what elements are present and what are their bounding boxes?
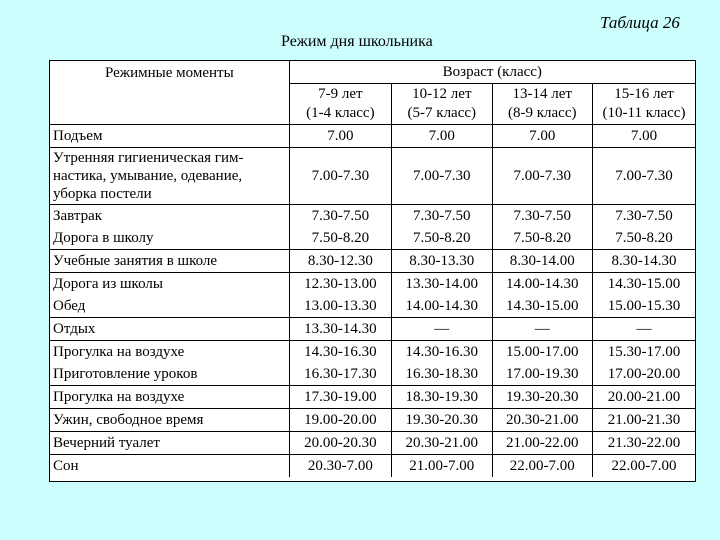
- time-cell: 19.30-20.30: [492, 386, 592, 409]
- time-cell: 19.00-20.00: [289, 409, 391, 432]
- time-cell: 8.30-12.30: [289, 250, 391, 273]
- time-cell: 12.30-13.00: [289, 273, 391, 296]
- time-cell: 7.50-8.20: [289, 227, 391, 250]
- table-row: [50, 125, 695, 148]
- time-cell: 17.00-19.30: [492, 363, 592, 386]
- regime-label: Завтрак: [50, 205, 289, 228]
- regime-label: Сон: [50, 455, 289, 478]
- page-title: Режим дня школьника: [281, 33, 433, 50]
- schedule-sheet: [49, 60, 696, 482]
- time-cell: 7.30-7.50: [492, 205, 592, 228]
- time-cell: 8.30-13.30: [392, 250, 492, 273]
- time-cell: 16.30-17.30: [289, 363, 391, 386]
- table-row: [50, 409, 695, 432]
- age-header-1: [289, 84, 391, 125]
- time-cell: 22.00-7.00: [611, 458, 677, 474]
- time-cell: 14.00-14.30: [392, 295, 492, 318]
- time-cell: 16.30-18.30: [392, 363, 492, 386]
- time-cell: 20.30-21.00: [392, 432, 492, 455]
- table-row: [50, 363, 695, 386]
- time-cell: 7.50-8.20: [592, 227, 695, 250]
- time-cell: 21.00-7.00: [392, 455, 492, 478]
- age-grade: (5-7 класс): [407, 105, 477, 121]
- time-cell: 21.00-22.00: [492, 432, 592, 455]
- time-cell: 7.00-7.30: [392, 148, 492, 205]
- time-cell: 14.00-14.30: [492, 273, 592, 296]
- time-cell: 7.00-7.30: [592, 148, 695, 205]
- time-cell: 20.00-21.00: [592, 386, 695, 409]
- table-row: [50, 273, 695, 296]
- regime-label: Отдых: [50, 318, 289, 341]
- age-header-3: [492, 84, 592, 125]
- time-cell: 18.30-19.30: [392, 386, 492, 409]
- age-years: 13-14 лет: [512, 86, 572, 102]
- regime-label: Обед: [50, 295, 289, 318]
- age-header-4: [592, 84, 695, 125]
- age-years: 7-9 лет: [318, 86, 363, 102]
- regime-label: Вечерний туалет: [50, 432, 289, 455]
- age-grade: (10-11 класс): [602, 105, 686, 121]
- time-cell: 7.00: [289, 125, 391, 148]
- regime-label: Ужин, свободное время: [50, 409, 289, 432]
- age-header-2: [392, 84, 492, 125]
- regime-label: Дорога в школу: [50, 227, 289, 250]
- age-grade: (1-4 класс): [306, 105, 375, 121]
- time-cell: 13.30-14.00: [392, 273, 492, 296]
- table-row: [50, 250, 695, 273]
- time-cell: 13.00-13.30: [289, 295, 391, 318]
- regime-label: Приготовление уроков: [50, 363, 289, 386]
- time-cell: 7.30-7.50: [392, 205, 492, 228]
- time-cell: —: [392, 318, 492, 341]
- schedule-table: [50, 61, 695, 477]
- time-cell: 14.30-15.00: [607, 276, 681, 292]
- table-row: [50, 455, 695, 478]
- time-cell: 8.30-14.30: [592, 250, 695, 273]
- regime-label: Прогулка на воздухе: [50, 386, 289, 409]
- time-cell: 7.30-7.50: [289, 205, 391, 228]
- age-years: 10-12 лет: [412, 86, 472, 102]
- time-cell: 17.30-19.00: [289, 386, 391, 409]
- time-cell: 15.00-15.30: [592, 295, 695, 318]
- regime-label: Прогулка на воздухе: [50, 341, 289, 364]
- time-cell: 14.30-16.30: [392, 341, 492, 364]
- time-cell: 22.00-7.00: [492, 455, 592, 478]
- table-row: [50, 148, 695, 205]
- table-row: [50, 318, 695, 341]
- time-cell: 15.00-17.00: [492, 341, 592, 364]
- table-row: [50, 432, 695, 455]
- time-cell: 14.30-15.00: [492, 295, 592, 318]
- regime-column-header: Режимные моменты: [50, 61, 289, 125]
- time-cell: 20.00-20.30: [289, 432, 391, 455]
- table-row: [50, 295, 695, 318]
- time-cell: 8.30-14.00: [492, 250, 592, 273]
- time-cell: 7.50-8.20: [392, 227, 492, 250]
- table-number-label: Таблица 26: [600, 13, 680, 32]
- age-group-header: Возраст (класс): [289, 61, 695, 84]
- age-grade: (8-9 класс): [508, 105, 577, 121]
- time-cell: 7.50-8.20: [492, 227, 592, 250]
- time-cell: 19.30-20.30: [392, 409, 492, 432]
- time-cell: 7.30-7.50: [615, 208, 673, 224]
- time-cell: 13.30-14.30: [289, 318, 391, 341]
- time-cell: 7.00-7.30: [492, 148, 592, 205]
- time-cell: 7.00: [592, 125, 695, 148]
- regime-label: Учебные занятия в школе: [50, 250, 289, 273]
- table-row: [50, 205, 695, 228]
- time-cell: 7.00-7.30: [289, 148, 391, 205]
- time-cell: 15.30-17.00: [607, 344, 681, 360]
- time-cell: 21.30-22.00: [592, 432, 695, 455]
- time-cell: 7.00: [492, 125, 592, 148]
- regime-label: Дорога из школы: [50, 273, 289, 296]
- age-years: 15-16 лет: [614, 86, 674, 102]
- time-cell: 20.30-21.00: [492, 409, 592, 432]
- table-row: [50, 227, 695, 250]
- table-row: [50, 341, 695, 364]
- time-cell: —: [592, 318, 695, 341]
- time-cell: —: [492, 318, 592, 341]
- time-cell: 14.30-16.30: [289, 341, 391, 364]
- time-cell: 20.30-7.00: [289, 455, 391, 478]
- table-row: [50, 386, 695, 409]
- time-cell: 17.00-20.00: [592, 363, 695, 386]
- regime-label: Подъем: [50, 125, 289, 148]
- regime-label: Утренняя гигиеническая гим- настика, умывание, одевание, уборка постели: [50, 148, 289, 205]
- time-cell: 21.00-21.30: [592, 409, 695, 432]
- time-cell: 7.00: [392, 125, 492, 148]
